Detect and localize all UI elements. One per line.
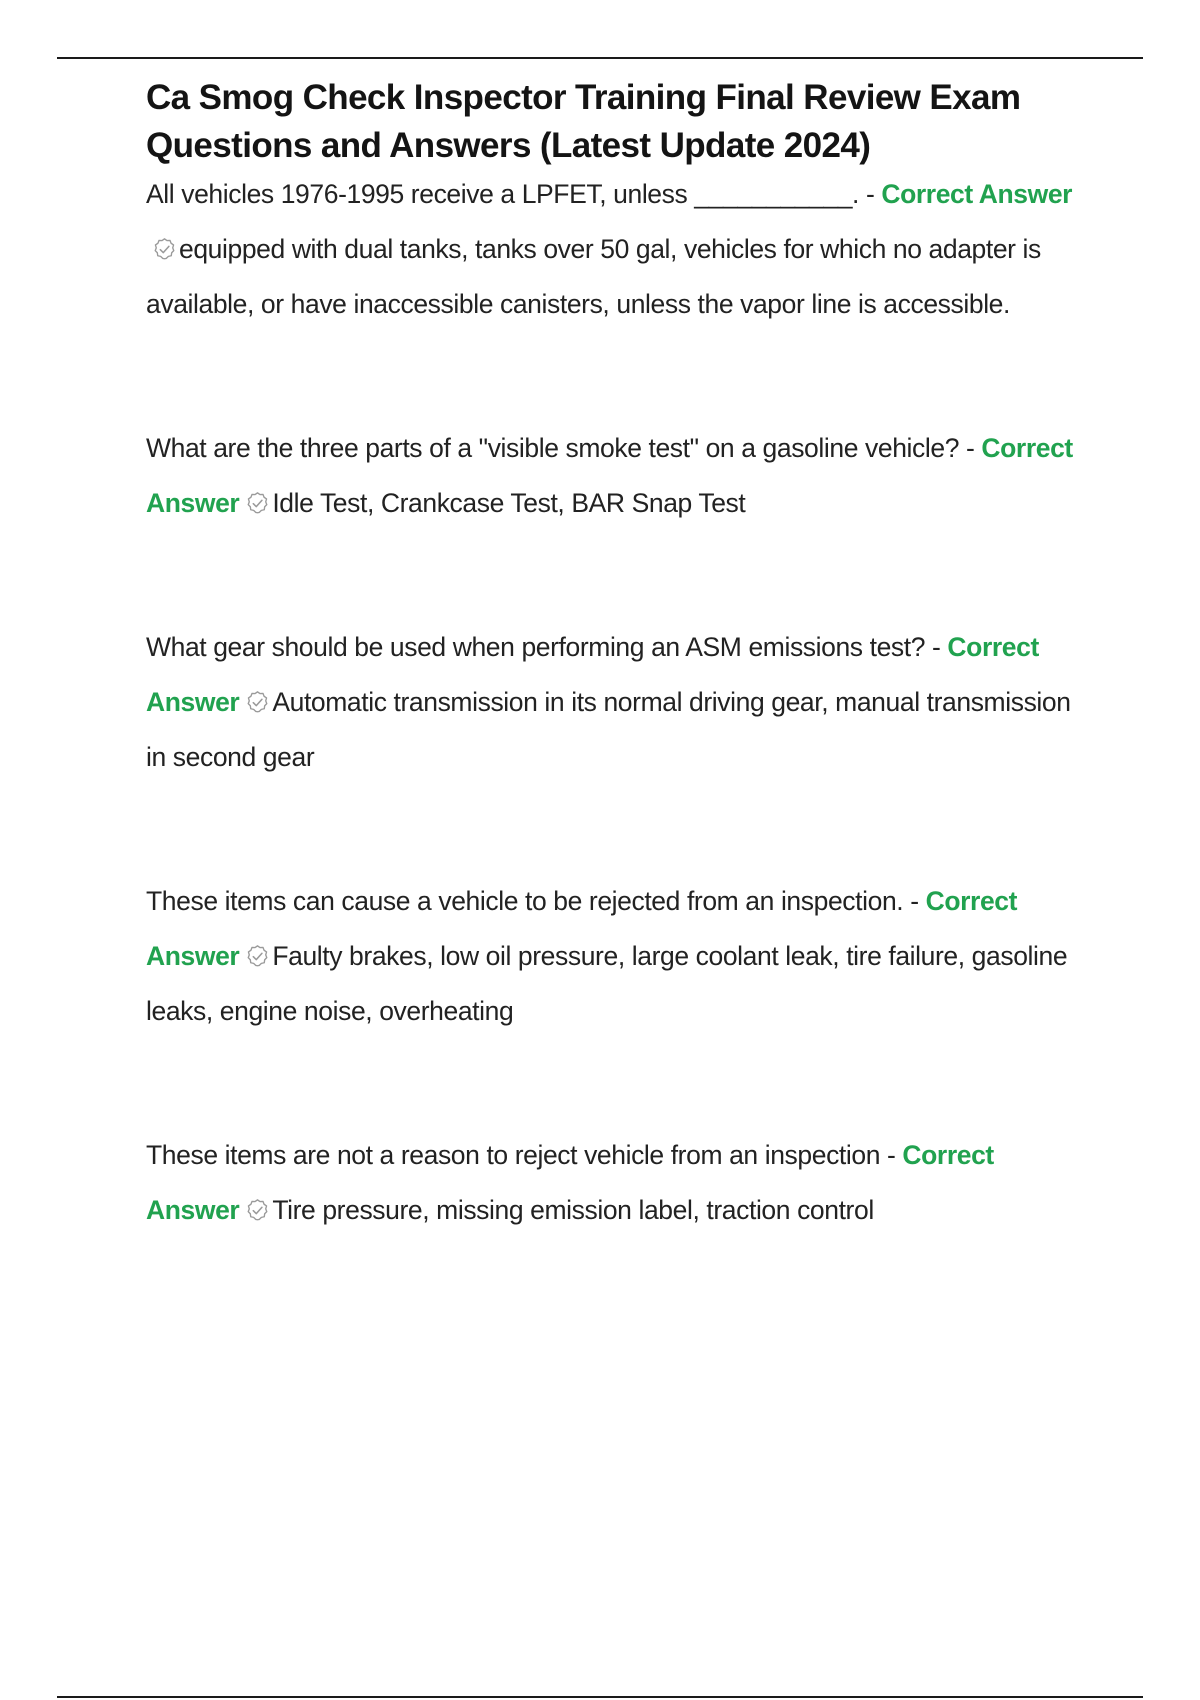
correct-answer-label: Correct Answer	[146, 1140, 994, 1225]
answer-text: Faulty brakes, low oil pressure, large coolant leak, tire failure, gasoline leaks, engine noise, overheating	[146, 941, 1068, 1026]
answer-text: Idle Test, Crankcase Test, BAR Snap Test	[272, 488, 746, 518]
qa-item-3	[146, 620, 1086, 785]
check-badge-icon	[245, 491, 270, 516]
question-text: What are the three parts of a "visible smoke test" on a gasoline vehicle? -	[146, 433, 982, 463]
answer-text: Automatic transmission in its normal driving gear, manual transmission in second gear	[146, 687, 1071, 772]
qa-item-1	[146, 167, 1086, 332]
top-rule	[57, 57, 1143, 59]
question-text: What gear should be used when performing an ASM emissions test? -	[146, 632, 948, 662]
qa-item-4	[146, 874, 1086, 1039]
check-badge-icon	[245, 944, 270, 969]
question-text: All vehicles 1976-1995 receive a LPFET, unless ___________. -	[146, 179, 882, 209]
check-badge-icon	[245, 690, 270, 715]
answer-text: equipped with dual tanks, tanks over 50 gal, vehicles for which no adapter is available, or have inaccessible canisters, unless the vapor line is accessible.	[146, 234, 1041, 319]
correct-answer-label: Correct Answer	[146, 632, 1039, 717]
correct-answer-label: Correct Answer	[881, 179, 1073, 209]
bottom-rule	[57, 1696, 1143, 1698]
document-content	[146, 74, 1086, 1238]
check-badge-icon	[152, 237, 177, 262]
correct-answer-label: Correct Answer	[146, 433, 1073, 518]
document-title: Ca Smog Check Inspector Training Final Review Exam Questions and Answers (Latest Update 2024)	[146, 78, 1021, 165]
qa-item-5	[146, 1128, 1086, 1238]
check-badge-icon	[245, 1198, 270, 1223]
answer-text: Tire pressure, missing emission label, traction control	[272, 1195, 874, 1225]
qa-item-2	[146, 421, 1086, 531]
correct-answer-label: Correct Answer	[146, 886, 1018, 971]
question-text: These items can cause a vehicle to be rejected from an inspection. -	[146, 886, 926, 916]
question-text: These items are not a reason to reject vehicle from an inspection -	[146, 1140, 903, 1170]
